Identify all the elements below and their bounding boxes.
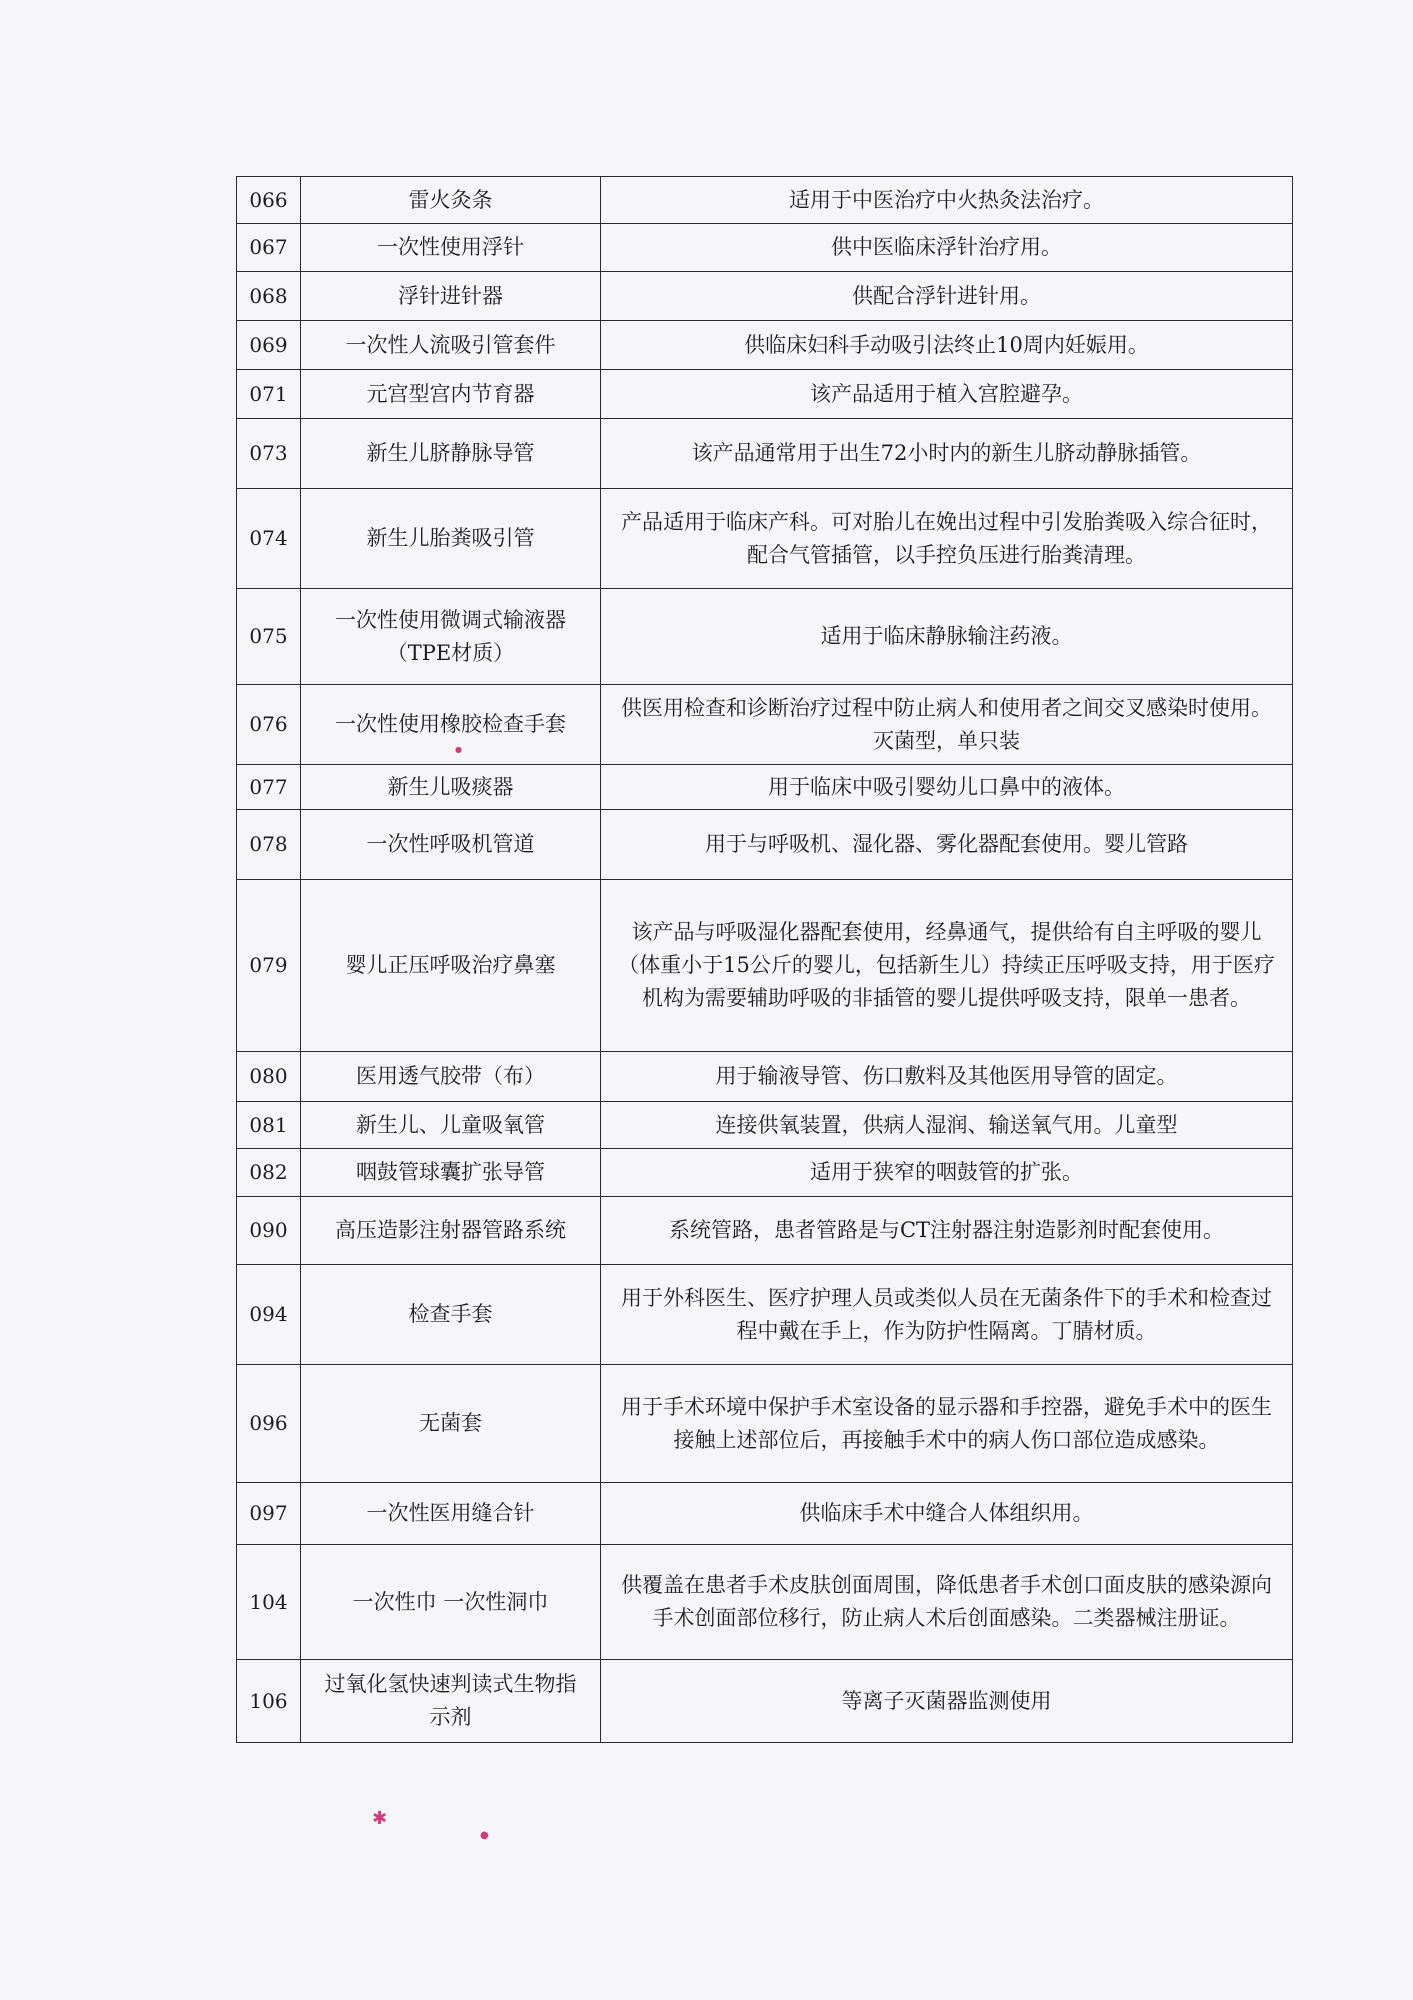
item-name: 新生儿胎粪吸引管: [301, 489, 601, 589]
item-name: 一次性使用浮针: [301, 224, 601, 272]
item-number: 066: [237, 177, 301, 224]
item-usage: 用于与呼吸机、湿化器、雾化器配套使用。婴儿管路: [601, 810, 1293, 880]
table-row: [237, 1483, 1293, 1545]
ink-speck: ✱: [372, 1808, 388, 1829]
item-name: 无菌套: [301, 1365, 601, 1483]
item-name: 检查手套: [301, 1265, 601, 1365]
item-usage: 供临床手术中缝合人体组织用。: [601, 1483, 1293, 1545]
item-number: 082: [237, 1149, 301, 1197]
item-name: 新生儿吸痰器: [301, 765, 601, 810]
device-table-body: [237, 177, 1293, 1743]
table-row: [237, 419, 1293, 489]
table-row: [237, 810, 1293, 880]
item-usage: 等离子灭菌器监测使用: [601, 1660, 1293, 1743]
item-number: 097: [237, 1483, 301, 1545]
item-name: 雷火灸条: [301, 177, 601, 224]
table-row: [237, 1265, 1293, 1365]
item-name: 高压造影注射器管路系统: [301, 1197, 601, 1265]
item-name: 过氧化氢快速判读式生物指示剂: [301, 1660, 601, 1743]
item-name: 一次性医用缝合针: [301, 1483, 601, 1545]
item-usage: 供中医临床浮针治疗用。: [601, 224, 1293, 272]
item-usage: 适用于临床静脉输注药液。: [601, 589, 1293, 685]
item-usage: 供配合浮针进针用。: [601, 272, 1293, 321]
item-number: 071: [237, 370, 301, 419]
item-number: 090: [237, 1197, 301, 1265]
item-number: 076: [237, 685, 301, 765]
item-name: 咽鼓管球囊扩张导管: [301, 1149, 601, 1197]
item-usage: 用于手术环境中保护手术室设备的显示器和手控器，避免手术中的医生接触上述部位后，再接触手术中的病人伤口部位造成感染。: [601, 1365, 1293, 1483]
item-number: 080: [237, 1052, 301, 1102]
item-name: 新生儿脐静脉导管: [301, 419, 601, 489]
item-name: 浮针进针器: [301, 272, 601, 321]
item-usage: 适用于狭窄的咽鼓管的扩张。: [601, 1149, 1293, 1197]
table-row: [237, 489, 1293, 589]
table-row: [237, 272, 1293, 321]
item-name: 元宫型宫内节育器: [301, 370, 601, 419]
item-number: 077: [237, 765, 301, 810]
item-usage: 该产品通常用于出生72小时内的新生儿脐动静脉插管。: [601, 419, 1293, 489]
table-row: [237, 685, 1293, 765]
table-row: [237, 1052, 1293, 1102]
item-number: 069: [237, 321, 301, 370]
item-usage: 产品适用于临床产科。可对胎儿在娩出过程中引发胎粪吸入综合征时，配合气管插管，以手控负压进行胎粪清理。: [601, 489, 1293, 589]
item-usage: 供医用检查和诊断治疗过程中防止病人和使用者之间交叉感染时使用。灭菌型，单只装: [601, 685, 1293, 765]
item-number: 096: [237, 1365, 301, 1483]
table-row: [237, 1149, 1293, 1197]
item-usage: 适用于中医治疗中火热灸法治疗。: [601, 177, 1293, 224]
item-number: 078: [237, 810, 301, 880]
item-usage: 该产品适用于植入宫腔避孕。: [601, 370, 1293, 419]
table-row: [237, 177, 1293, 224]
item-number: 104: [237, 1545, 301, 1660]
item-name: 一次性使用橡胶检查手套: [301, 685, 601, 765]
table-row: [237, 1102, 1293, 1149]
item-usage: 该产品与呼吸湿化器配套使用，经鼻通气，提供给有自主呼吸的婴儿（体重小于15公斤的婴儿，包括新生儿）持续正压呼吸支持，用于医疗机构为需要辅助呼吸的非插管的婴儿提供呼吸支持，限单一患者。: [601, 880, 1293, 1052]
table-row: [237, 1197, 1293, 1265]
item-name: 婴儿正压呼吸治疗鼻塞: [301, 880, 601, 1052]
item-usage: 连接供氧装置，供病人湿润、输送氧气用。儿童型: [601, 1102, 1293, 1149]
item-number: 075: [237, 589, 301, 685]
table-row: [237, 370, 1293, 419]
item-name: 一次性使用微调式输液器（TPE材质）: [301, 589, 601, 685]
item-number: 094: [237, 1265, 301, 1365]
table-row: [237, 589, 1293, 685]
item-name: 医用透气胶带（布）: [301, 1052, 601, 1102]
item-number: 081: [237, 1102, 301, 1149]
table-row: [237, 1660, 1293, 1743]
item-name: 一次性呼吸机管道: [301, 810, 601, 880]
item-number: 067: [237, 224, 301, 272]
item-number: 068: [237, 272, 301, 321]
item-usage: 用于外科医生、医疗护理人员或类似人员在无菌条件下的手术和检查过程中戴在手上，作为防护性隔离。丁腈材质。: [601, 1265, 1293, 1365]
item-usage: 供临床妇科手动吸引法终止10周内妊娠用。: [601, 321, 1293, 370]
item-name: 新生儿、儿童吸氧管: [301, 1102, 601, 1149]
item-number: 106: [237, 1660, 301, 1743]
device-table: [236, 176, 1293, 1743]
item-usage: 系统管路，患者管路是与CT注射器注射造影剂时配套使用。: [601, 1197, 1293, 1265]
item-number: 074: [237, 489, 301, 589]
item-name: 一次性巾 一次性洞巾: [301, 1545, 601, 1660]
item-name: 一次性人流吸引管套件: [301, 321, 601, 370]
item-usage: 供覆盖在患者手术皮肤创面周围，降低患者手术创口面皮肤的感染源向手术创面部位移行，防止病人术后创面感染。二类器械注册证。: [601, 1545, 1293, 1660]
ink-speck: ●: [455, 745, 462, 754]
item-usage: 用于输液导管、伤口敷料及其他医用导管的固定。: [601, 1052, 1293, 1102]
item-number: 073: [237, 419, 301, 489]
table-row: [237, 1365, 1293, 1483]
table-row: [237, 1545, 1293, 1660]
item-number: 079: [237, 880, 301, 1052]
table-row: [237, 880, 1293, 1052]
ink-speck: ●: [480, 1830, 489, 1841]
table-row: [237, 321, 1293, 370]
table-row: [237, 765, 1293, 810]
item-usage: 用于临床中吸引婴幼儿口鼻中的液体。: [601, 765, 1293, 810]
table-row: [237, 224, 1293, 272]
